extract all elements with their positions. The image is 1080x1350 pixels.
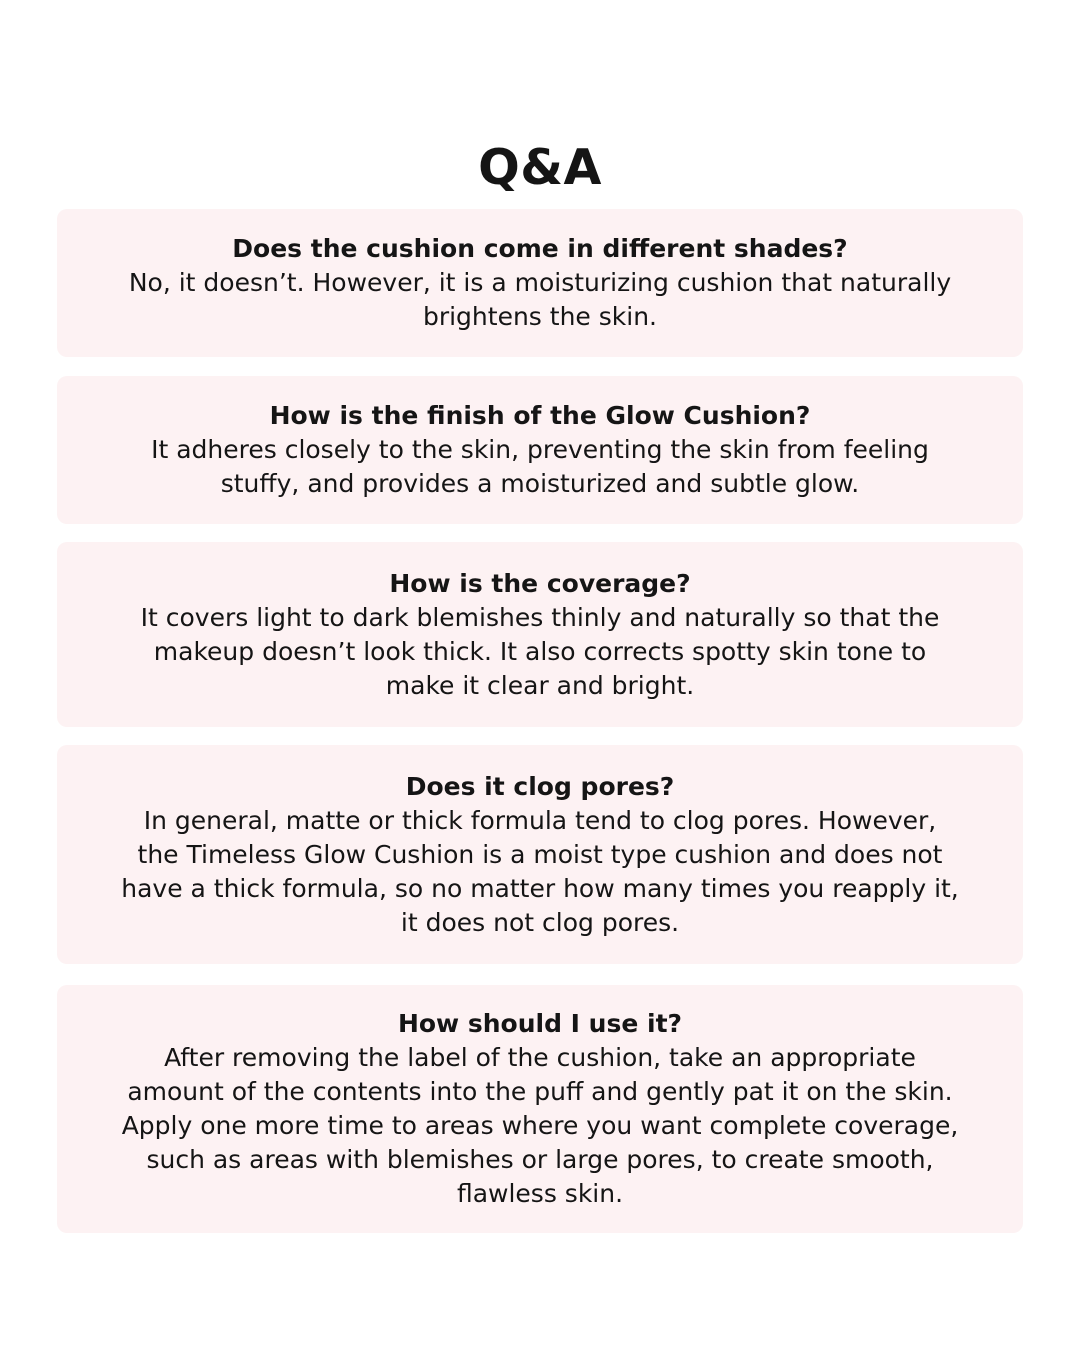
page-title: Q&A [478,138,602,196]
faq-card-usage [57,985,1023,1233]
faq-card-coverage [57,542,1023,727]
faq-answer: No, it doesn’t. However, it is a moisturizing cushion that naturally brightens the skin. [128,268,952,331]
faq-card-pores [57,745,1023,964]
faq-question: Does it clog pores? [405,771,675,801]
faq-question: How is the coverage? [389,568,691,598]
faq-answer: In general, matte or thick formula tend to clog pores. However, the Timeless Glow Cushion is a moist type cushion and does not have a thick formula, so no matter how many times you reapply it, it does not clog pores. [121,805,959,937]
faq-question: How should I use it? [397,1009,683,1038]
faq-question: Does the cushion come in different shades? [232,234,848,263]
faq-answer: After removing the label of the cushion, take an appropriate amount of the contents into the puff and gently pat it on the skin. Apply one more time to areas where you want complete coverage, such as areas with blemishes or large pores, to create smooth, flawless skin. [121,1043,959,1208]
faq-card-shades [57,209,1023,357]
faq-question: How is the finish of the Glow Cushion? [269,401,811,430]
faq-answer: It covers light to dark blemishes thinly and naturally so that the makeup doesn’t look thick. It also corrects spotty skin tone to make it clear and bright. [140,602,940,700]
faq-answer: It adheres closely to the skin, preventing the skin from feeling stuffy, and provides a moisturized and subtle glow. [151,435,929,498]
faq-card-finish [57,376,1023,524]
